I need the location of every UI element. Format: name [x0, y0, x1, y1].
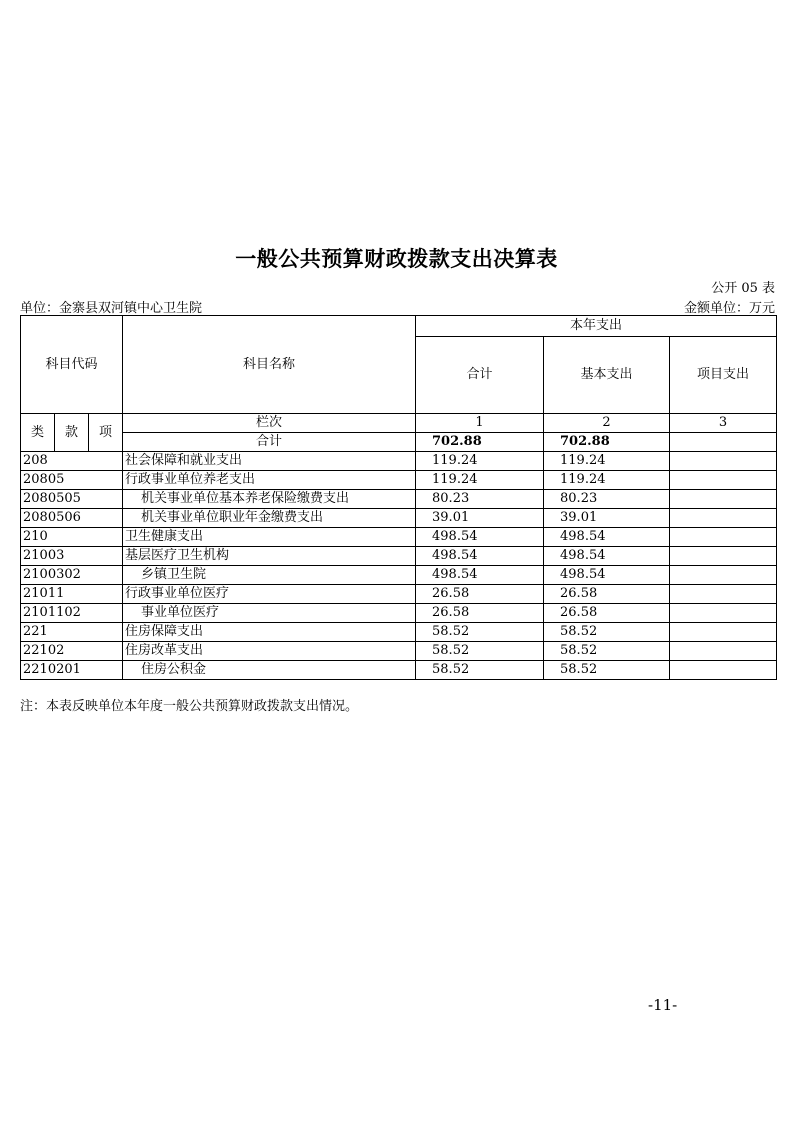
table-row: [21, 452, 777, 471]
table-note: 注：本表反映单位本年度一般公共预算财政拨款支出情况。: [20, 699, 359, 714]
row-name: 事业单位医疗: [123, 604, 416, 623]
table-row: [21, 566, 777, 585]
col-number-1: 1: [416, 414, 544, 433]
row-name: 乡镇卫生院: [123, 566, 416, 585]
row-code: 2101102: [21, 604, 123, 623]
table-row: [21, 547, 777, 566]
row-code: 208: [21, 452, 123, 471]
row-name: 住房改革支出: [123, 642, 416, 661]
total-row: [21, 433, 777, 452]
row-total: 498.54: [416, 566, 544, 585]
row-name: 卫生健康支出: [123, 528, 416, 547]
row-name: 住房保障支出: [123, 623, 416, 642]
row-basic: 39.01: [544, 509, 670, 528]
row-total: 58.52: [416, 623, 544, 642]
row-code: 2080506: [21, 509, 123, 528]
row-basic: 58.52: [544, 623, 670, 642]
row-code: 20805: [21, 471, 123, 490]
row-code: 22102: [21, 642, 123, 661]
table-row: [21, 604, 777, 623]
page-number: -11-: [648, 996, 678, 1014]
row-basic: 58.52: [544, 661, 670, 680]
table-row: [21, 623, 777, 642]
row-name: 机关事业单位基本养老保险缴费支出: [123, 490, 416, 509]
row-code: 2080505: [21, 490, 123, 509]
row-project: [670, 642, 777, 661]
row-basic: 498.54: [544, 528, 670, 547]
row-total: 58.52: [416, 661, 544, 680]
row-total: 119.24: [416, 471, 544, 490]
table-row: [21, 585, 777, 604]
row-project: [670, 528, 777, 547]
total-row-project: [670, 433, 777, 452]
table-row: [21, 471, 777, 490]
row-basic: 498.54: [544, 547, 670, 566]
row-name: 行政事业单位医疗: [123, 585, 416, 604]
row-code: 210: [21, 528, 123, 547]
row-name: 基层医疗卫生机构: [123, 547, 416, 566]
row-code: 21011: [21, 585, 123, 604]
row-name: 机关事业单位职业年金缴费支出: [123, 509, 416, 528]
row-code: 221: [21, 623, 123, 642]
row-project: [670, 585, 777, 604]
row-basic: 119.24: [544, 471, 670, 490]
row-name: 行政事业单位养老支出: [123, 471, 416, 490]
row-basic: 58.52: [544, 642, 670, 661]
kuan-header: 款: [55, 414, 89, 452]
total-row-total: 702.88: [416, 433, 544, 452]
row-total: 119.24: [416, 452, 544, 471]
table-row: [21, 509, 777, 528]
row-name: 社会保障和就业支出: [123, 452, 416, 471]
project-header: 项目支出: [670, 337, 777, 414]
amount-unit-label: 金额单位：万元: [683, 301, 775, 316]
row-basic: 26.58: [544, 585, 670, 604]
basic-header: 基本支出: [544, 337, 670, 414]
xiang-header: 项: [89, 414, 123, 452]
table-row: [21, 642, 777, 661]
row-total: 26.58: [416, 604, 544, 623]
row-code: 2100302: [21, 566, 123, 585]
total-row-label: 合计: [123, 433, 416, 452]
row-name: 住房公积金: [123, 661, 416, 680]
row-total: 498.54: [416, 528, 544, 547]
total-header: 合计: [416, 337, 544, 414]
row-project: [670, 490, 777, 509]
col-number-2: 2: [544, 414, 670, 433]
row-project: [670, 471, 777, 490]
row-basic: 498.54: [544, 566, 670, 585]
row-project: [670, 452, 777, 471]
row-total: 498.54: [416, 547, 544, 566]
form-number: 公开 05 表: [711, 281, 775, 296]
row-basic: 26.58: [544, 604, 670, 623]
current-year-header: 本年支出: [416, 316, 777, 337]
row-code: 21003: [21, 547, 123, 566]
row-code: 2210201: [21, 661, 123, 680]
row-total: 26.58: [416, 585, 544, 604]
subject-code-header: 科目代码: [21, 316, 123, 414]
row-total: 80.23: [416, 490, 544, 509]
col-label: 栏次: [123, 414, 416, 433]
expenditure-table: [20, 315, 777, 680]
total-row-basic: 702.88: [544, 433, 670, 452]
row-project: [670, 509, 777, 528]
unit-label: 单位：金寨县双河镇中心卫生院: [20, 301, 203, 316]
row-project: [670, 547, 777, 566]
subject-name-header: 科目名称: [123, 316, 416, 414]
row-total: 39.01: [416, 509, 544, 528]
lei-header: 类: [21, 414, 55, 452]
row-basic: 119.24: [544, 452, 670, 471]
row-total: 58.52: [416, 642, 544, 661]
row-project: [670, 623, 777, 642]
row-project: [670, 566, 777, 585]
table-row: [21, 490, 777, 509]
row-project: [670, 604, 777, 623]
page-title: 一般公共预算财政拨款支出决算表: [235, 246, 558, 271]
table-row: [21, 661, 777, 680]
row-project: [670, 661, 777, 680]
table-row: [21, 528, 777, 547]
row-basic: 80.23: [544, 490, 670, 509]
col-number-3: 3: [670, 414, 777, 433]
